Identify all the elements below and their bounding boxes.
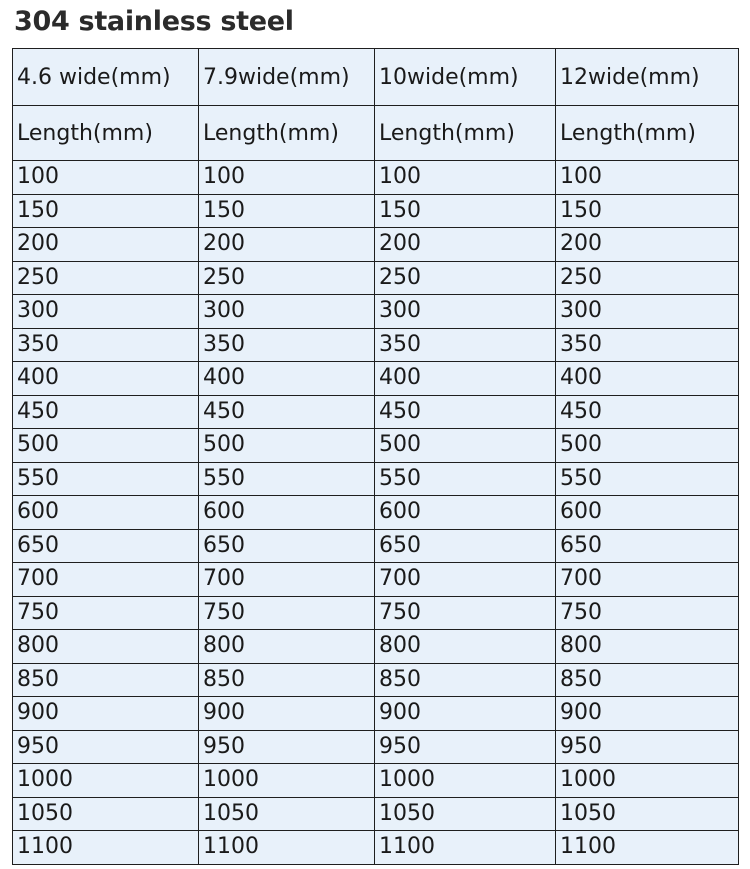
length-header-cell: Length(mm): [199, 106, 375, 161]
table-row: [13, 228, 739, 262]
length-value-cell: 1100: [375, 831, 556, 865]
length-value-cell: 450: [375, 395, 556, 429]
width-header-cell: 4.6 wide(mm): [13, 49, 199, 106]
length-value-cell: 1000: [556, 764, 739, 798]
length-value-cell: 250: [556, 261, 739, 295]
table-row: [13, 563, 739, 597]
length-value-cell: 700: [13, 563, 199, 597]
table-row: [13, 663, 739, 697]
length-value-cell: 300: [556, 295, 739, 329]
length-value-cell: 200: [556, 228, 739, 262]
length-value-cell: 850: [556, 663, 739, 697]
length-value-cell: 850: [199, 663, 375, 697]
length-value-cell: 600: [199, 496, 375, 530]
length-value-cell: 1100: [556, 831, 739, 865]
table-body: [13, 49, 739, 865]
table-row: [13, 496, 739, 530]
length-value-cell: 750: [556, 596, 739, 630]
length-value-cell: 100: [199, 161, 375, 195]
length-value-cell: 500: [13, 429, 199, 463]
length-value-cell: 100: [13, 161, 199, 195]
length-value-cell: 800: [199, 630, 375, 664]
length-value-cell: 1000: [199, 764, 375, 798]
table-row: [13, 161, 739, 195]
length-value-cell: 500: [199, 429, 375, 463]
length-value-cell: 900: [13, 697, 199, 731]
width-header-cell: 12wide(mm): [556, 49, 739, 106]
table-row: [13, 730, 739, 764]
length-value-cell: 400: [13, 362, 199, 396]
table-row: [13, 395, 739, 429]
length-value-cell: 500: [375, 429, 556, 463]
length-value-cell: 550: [556, 462, 739, 496]
length-value-cell: 350: [13, 328, 199, 362]
length-header-cell: Length(mm): [375, 106, 556, 161]
table-row: [13, 462, 739, 496]
length-value-cell: 550: [375, 462, 556, 496]
length-value-cell: 1050: [13, 797, 199, 831]
length-value-cell: 350: [375, 328, 556, 362]
length-value-cell: 100: [556, 161, 739, 195]
page-title: 304 stainless steel: [14, 6, 294, 37]
width-header-cell: 7.9wide(mm): [199, 49, 375, 106]
length-value-cell: 550: [13, 462, 199, 496]
length-value-cell: 300: [199, 295, 375, 329]
width-header-cell: 10wide(mm): [375, 49, 556, 106]
table-row: [13, 831, 739, 865]
length-value-cell: 650: [375, 529, 556, 563]
length-header-row: [13, 106, 739, 161]
length-value-cell: 750: [199, 596, 375, 630]
length-value-cell: 650: [13, 529, 199, 563]
length-value-cell: 300: [13, 295, 199, 329]
length-value-cell: 450: [13, 395, 199, 429]
length-value-cell: 1100: [199, 831, 375, 865]
length-value-cell: 400: [375, 362, 556, 396]
length-value-cell: 900: [375, 697, 556, 731]
length-value-cell: 250: [199, 261, 375, 295]
length-value-cell: 700: [199, 563, 375, 597]
length-value-cell: 950: [375, 730, 556, 764]
length-value-cell: 1050: [375, 797, 556, 831]
table-row: [13, 328, 739, 362]
length-value-cell: 1000: [375, 764, 556, 798]
length-value-cell: 250: [13, 261, 199, 295]
table-row: [13, 630, 739, 664]
length-value-cell: 800: [375, 630, 556, 664]
length-value-cell: 450: [556, 395, 739, 429]
length-value-cell: 1050: [199, 797, 375, 831]
length-value-cell: 750: [375, 596, 556, 630]
length-value-cell: 300: [375, 295, 556, 329]
length-value-cell: 850: [375, 663, 556, 697]
length-value-cell: 950: [199, 730, 375, 764]
length-value-cell: 250: [375, 261, 556, 295]
length-value-cell: 850: [13, 663, 199, 697]
table-row: [13, 529, 739, 563]
table-row: [13, 596, 739, 630]
length-value-cell: 150: [199, 194, 375, 228]
length-value-cell: 750: [13, 596, 199, 630]
length-value-cell: 400: [199, 362, 375, 396]
length-value-cell: 800: [556, 630, 739, 664]
length-value-cell: 950: [13, 730, 199, 764]
length-value-cell: 150: [556, 194, 739, 228]
length-value-cell: 1050: [556, 797, 739, 831]
length-value-cell: 650: [556, 529, 739, 563]
length-spec-table: [12, 48, 739, 865]
table-row: [13, 797, 739, 831]
length-value-cell: 500: [556, 429, 739, 463]
length-value-cell: 150: [375, 194, 556, 228]
length-value-cell: 350: [556, 328, 739, 362]
length-value-cell: 900: [199, 697, 375, 731]
length-value-cell: 600: [375, 496, 556, 530]
length-value-cell: 700: [556, 563, 739, 597]
length-value-cell: 600: [13, 496, 199, 530]
length-value-cell: 1100: [13, 831, 199, 865]
length-value-cell: 450: [199, 395, 375, 429]
length-value-cell: 400: [556, 362, 739, 396]
table-row: [13, 261, 739, 295]
table-row: [13, 764, 739, 798]
table-row: [13, 362, 739, 396]
table-row: [13, 295, 739, 329]
length-value-cell: 650: [199, 529, 375, 563]
length-value-cell: 200: [13, 228, 199, 262]
length-value-cell: 950: [556, 730, 739, 764]
width-header-row: [13, 49, 739, 106]
length-value-cell: 800: [13, 630, 199, 664]
length-value-cell: 900: [556, 697, 739, 731]
table-row: [13, 194, 739, 228]
table-row: [13, 429, 739, 463]
table-row: [13, 697, 739, 731]
length-value-cell: 100: [375, 161, 556, 195]
length-header-cell: Length(mm): [13, 106, 199, 161]
length-value-cell: 550: [199, 462, 375, 496]
length-header-cell: Length(mm): [556, 106, 739, 161]
length-value-cell: 350: [199, 328, 375, 362]
length-value-cell: 200: [375, 228, 556, 262]
length-value-cell: 200: [199, 228, 375, 262]
length-value-cell: 1000: [13, 764, 199, 798]
length-value-cell: 600: [556, 496, 739, 530]
length-value-cell: 700: [375, 563, 556, 597]
length-value-cell: 150: [13, 194, 199, 228]
